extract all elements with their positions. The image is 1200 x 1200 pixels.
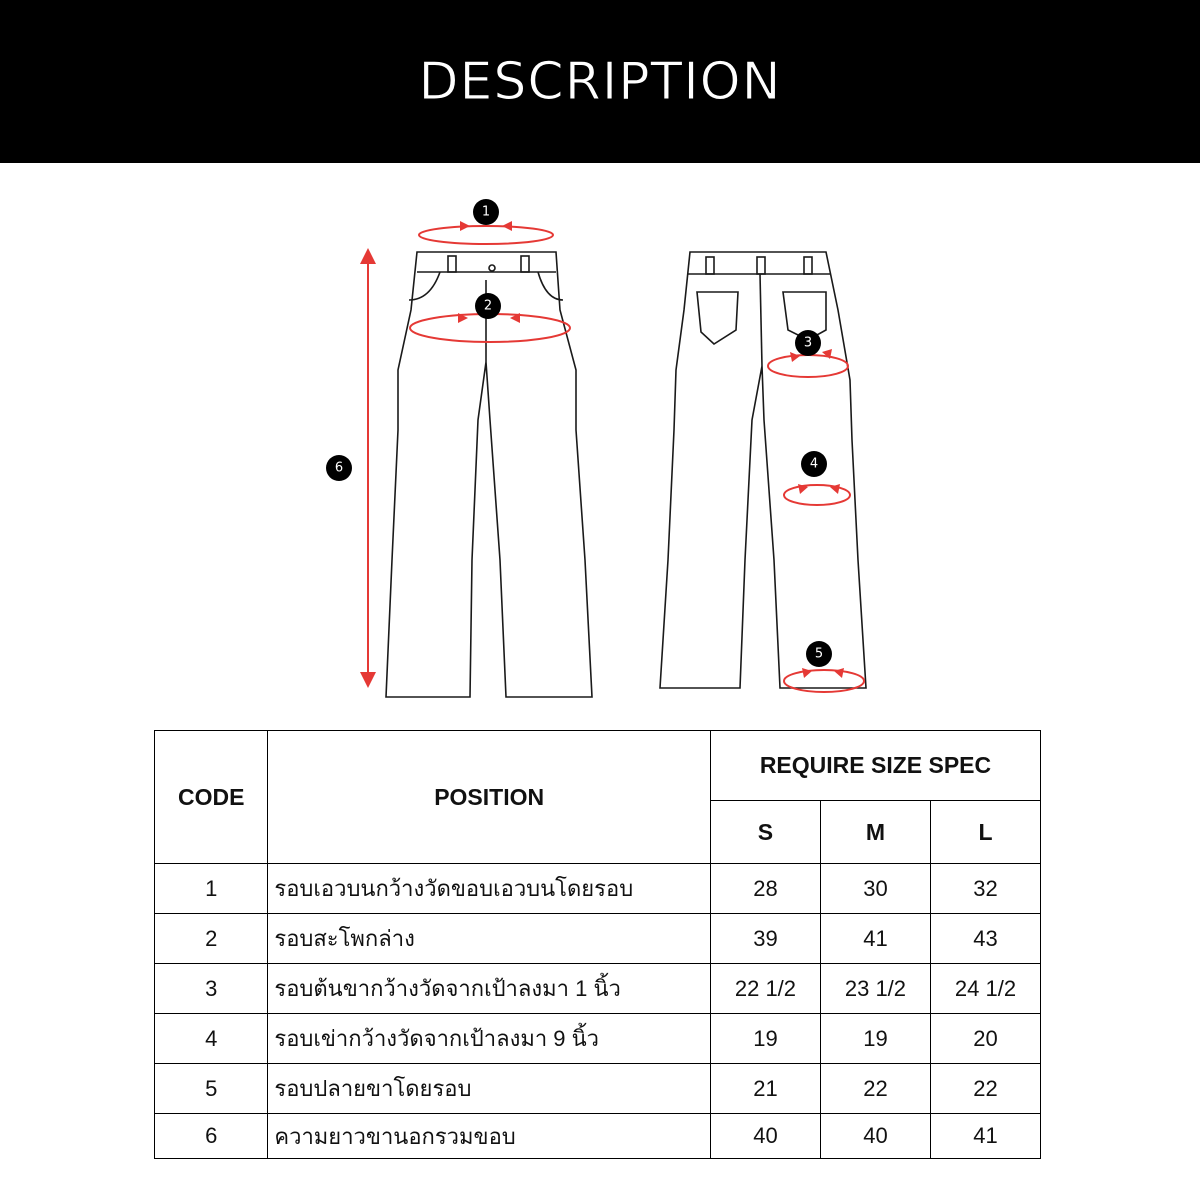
marker-badge-5 — [806, 641, 832, 667]
row-size-s: 28 — [710, 864, 820, 914]
row-code: 5 — [155, 1064, 268, 1114]
pants-measurement-diagram — [0, 163, 1200, 723]
row-position: รอบปลายขาโดยรอบ — [268, 1064, 711, 1114]
table-row — [155, 1114, 1041, 1159]
measure-arrows — [458, 221, 844, 678]
marker-badge-6 — [326, 455, 352, 481]
row-size-l: 32 — [930, 864, 1040, 914]
row-position: รอบเข่ากว้างวัดจากเป้าลงมา 9 นิ้ว — [268, 1014, 711, 1064]
marker-badge-1 — [473, 199, 499, 225]
marker-label-4: 4 — [809, 456, 819, 472]
table-row — [155, 1064, 1041, 1114]
row-code: 3 — [155, 964, 268, 1014]
row-size-l: 24 1/2 — [930, 964, 1040, 1014]
marker-badge-4 — [801, 451, 827, 477]
header-size-s: S — [710, 801, 820, 864]
header-position: POSITION — [268, 731, 711, 864]
row-size-s: 21 — [710, 1064, 820, 1114]
row-size-s: 39 — [710, 914, 820, 964]
marker-label-2: 2 — [483, 298, 493, 314]
row-position: รอบสะโพกล่าง — [268, 914, 711, 964]
size-spec-table — [154, 730, 1041, 1159]
row-size-l: 22 — [930, 1064, 1040, 1114]
row-position: รอบเอวบนกว้างวัดขอบเอวบนโดยรอบ — [268, 864, 711, 914]
header-size-m: M — [820, 801, 930, 864]
marker-label-1: 1 — [481, 204, 491, 220]
table-row — [155, 914, 1041, 964]
row-size-l: 41 — [930, 1114, 1040, 1159]
marker-label-3: 3 — [803, 335, 813, 351]
row-position: รอบต้นขากว้างวัดจากเป้าลงมา 1 นิ้ว — [268, 964, 711, 1014]
marker-label-6: 6 — [334, 460, 344, 476]
marker-label-5: 5 — [814, 646, 824, 662]
header-code: CODE — [155, 731, 268, 864]
row-size-l: 20 — [930, 1014, 1040, 1064]
row-code: 6 — [155, 1114, 268, 1159]
table-row — [155, 1014, 1041, 1064]
row-code: 2 — [155, 914, 268, 964]
table-row — [155, 864, 1041, 914]
row-size-s: 22 1/2 — [710, 964, 820, 1014]
page-header — [0, 0, 1200, 163]
row-size-s: 40 — [710, 1114, 820, 1159]
row-size-l: 43 — [930, 914, 1040, 964]
row-size-m: 19 — [820, 1014, 930, 1064]
row-code: 1 — [155, 864, 268, 914]
table-header-row — [155, 731, 1041, 801]
table-row — [155, 964, 1041, 1014]
row-size-m: 40 — [820, 1114, 930, 1159]
row-size-m: 23 1/2 — [820, 964, 930, 1014]
row-size-m: 41 — [820, 914, 930, 964]
row-position: ความยาวขานอกรวมขอบ — [268, 1114, 711, 1159]
marker-badge-3 — [795, 330, 821, 356]
back-pants-illustration — [660, 252, 866, 688]
marker-badge-2 — [475, 293, 501, 319]
row-size-s: 19 — [710, 1014, 820, 1064]
measure-lines — [368, 226, 864, 692]
header-require-size-spec: REQUIRE SIZE SPEC — [710, 731, 1040, 801]
page-title: DESCRIPTION — [418, 51, 782, 112]
row-code: 4 — [155, 1014, 268, 1064]
row-size-m: 30 — [820, 864, 930, 914]
row-size-m: 22 — [820, 1064, 930, 1114]
header-size-l: L — [930, 801, 1040, 864]
